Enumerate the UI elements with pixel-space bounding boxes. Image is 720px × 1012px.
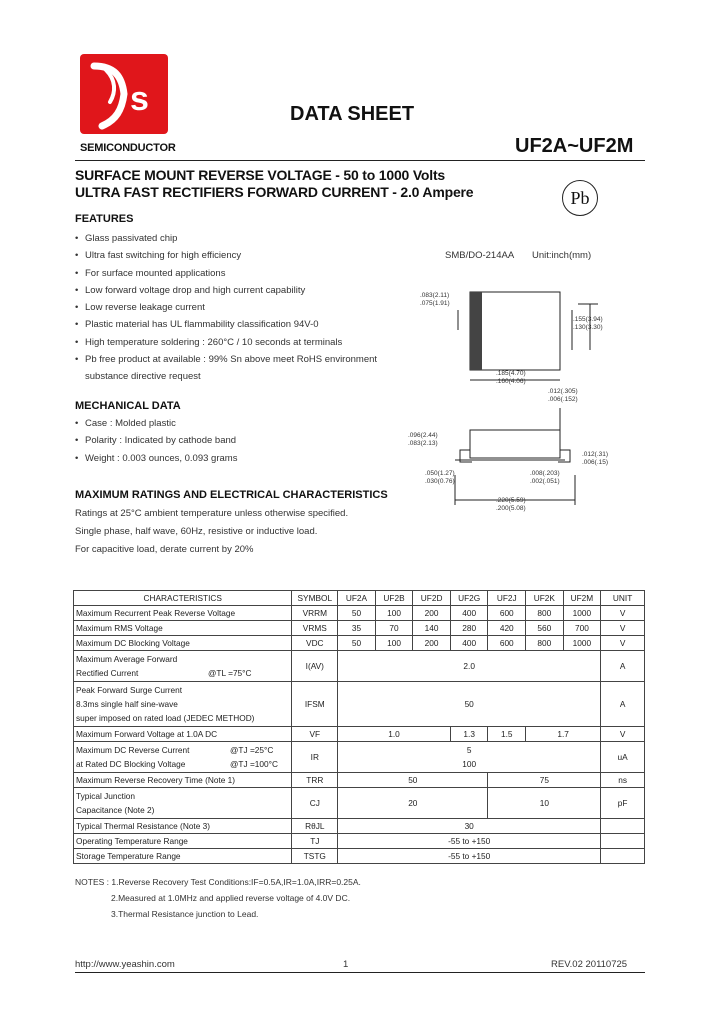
- symbol-cell: TSTG: [292, 849, 338, 864]
- value-cell: 600: [488, 606, 526, 621]
- value-cell: 30: [338, 819, 601, 834]
- table-row: [74, 621, 645, 636]
- value-cell: 100: [375, 636, 413, 651]
- list-item: • Case : Molded plastic: [75, 415, 375, 432]
- list-item: • Low reverse leakage current: [75, 299, 405, 316]
- symbol-cell: VDC: [292, 636, 338, 651]
- value-cell: 50: [338, 682, 601, 727]
- list-item: • Glass passivated chip: [75, 230, 405, 247]
- value-cell: 280: [450, 621, 488, 636]
- cell-line: [76, 666, 289, 680]
- characteristic-cell: Maximum DC Blocking Voltage: [74, 636, 292, 651]
- cell-line: 8.3ms single half sine-wave: [76, 699, 178, 709]
- dimension-label: .083(2.13): [408, 440, 438, 447]
- ys-logo-icon: [80, 54, 168, 134]
- characteristic-cell: Typical Thermal Resistance (Note 3): [74, 819, 292, 834]
- mechanical-list: [75, 415, 375, 467]
- dimension-label: .012(.305): [548, 388, 578, 395]
- unit-cell: V: [601, 727, 645, 742]
- dimension-label: .185(4.70): [496, 370, 526, 377]
- symbol-cell: VF: [292, 727, 338, 742]
- ratings-line: Single phase, half wave, 60Hz, resistive or inductive load.: [75, 526, 318, 537]
- table-row: [74, 636, 645, 651]
- footer-url[interactable]: http://www.yeashin.com: [75, 959, 175, 970]
- electrical-characteristics-table: [73, 590, 645, 864]
- cell-line: [76, 743, 289, 757]
- table-row: [74, 788, 645, 819]
- footer-divider: [75, 972, 645, 973]
- column-header: UNIT: [601, 591, 645, 606]
- value-cell: 200: [413, 636, 451, 651]
- notes-section: [75, 874, 361, 922]
- dimension-label: .075(1.91): [420, 300, 450, 307]
- note-line: 3.Thermal Resistance junction to Lead.: [111, 909, 259, 919]
- dimension-label: .006(.15): [582, 459, 609, 466]
- ratings-line: For capacitive load, derate current by 20%: [75, 544, 254, 555]
- dimension-label: .160(4.06): [496, 378, 526, 385]
- unit-cell: ns: [601, 773, 645, 788]
- value-cell: 50: [338, 636, 376, 651]
- dimension-label: .050(1.27): [425, 470, 455, 477]
- characteristic-cell: [74, 742, 292, 773]
- heading-line-1: SURFACE MOUNT REVERSE VOLTAGE - 50 to 1000 Volts: [75, 167, 446, 183]
- symbol-cell: I(AV): [292, 651, 338, 682]
- table-row: [74, 727, 645, 742]
- heading-line-2: ULTRA FAST RECTIFIERS FORWARD CURRENT - 2.0 Ampere: [75, 184, 474, 200]
- characteristic-cell: Maximum Recurrent Peak Reverse Voltage: [74, 606, 292, 621]
- value-cell: 140: [413, 621, 451, 636]
- unit-cell: [601, 819, 645, 834]
- cell-line: 100: [462, 759, 477, 769]
- column-header: UF2A: [338, 591, 376, 606]
- cell-line: 5: [466, 745, 472, 755]
- value-cell: 75: [488, 773, 601, 788]
- column-header: CHARACTERISTICS: [74, 591, 292, 606]
- value-cell: 1.5: [488, 727, 526, 742]
- value-cell: 50: [338, 606, 376, 621]
- value-cell: 70: [375, 621, 413, 636]
- dimension-label: .030(0.76): [425, 478, 455, 485]
- value-cell: 200: [413, 606, 451, 621]
- symbol-cell: VRMS: [292, 621, 338, 636]
- dimension-label: .220(5.59): [496, 497, 526, 504]
- unit-label: Unit:inch(mm): [532, 250, 592, 261]
- column-header: UF2K: [526, 591, 564, 606]
- ratings-notes: [75, 505, 348, 559]
- cell-line: Maximum Average Forward: [76, 654, 178, 664]
- characteristic-cell: [74, 682, 292, 727]
- part-number-range: UF2A~UF2M: [515, 135, 634, 157]
- unit-cell: uA: [601, 742, 645, 773]
- dimension-label: .200(5.08): [496, 505, 526, 512]
- value-cell: 2.0: [338, 651, 601, 682]
- value-cell: [338, 742, 601, 773]
- value-cell: 1000: [563, 606, 601, 621]
- package-label: SMB/DO-214AA: [445, 250, 515, 261]
- dimension-label: .155(3.94): [573, 316, 603, 323]
- table-header-row: [74, 591, 645, 606]
- table-row: [74, 773, 645, 788]
- cell-line: Peak Forward Surge Current: [76, 685, 183, 695]
- list-item: • Polarity : Indicated by cathode band: [75, 432, 375, 449]
- column-header: UF2B: [375, 591, 413, 606]
- note-line: NOTES : 1.Reverse Recovery Test Conditions:IF=0.5A,IR=1.0A,IRR=0.25A.: [75, 877, 361, 887]
- characteristic-cell: [74, 788, 292, 819]
- cell-line: Capacitance (Note 2): [76, 805, 155, 815]
- value-cell: 700: [563, 621, 601, 636]
- dimension-label: .096(2.44): [408, 432, 438, 439]
- table-row: [74, 742, 645, 773]
- features-list: [75, 230, 405, 368]
- dimension-label: .006(.152): [548, 396, 578, 403]
- cell-line: Typical Junction: [76, 791, 136, 801]
- symbol-cell: TRR: [292, 773, 338, 788]
- characteristic-cell: Maximum RMS Voltage: [74, 621, 292, 636]
- characteristic-cell: Maximum Reverse Recovery Time (Note 1): [74, 773, 292, 788]
- value-cell: 1.7: [526, 727, 601, 742]
- value-cell: 800: [526, 606, 564, 621]
- ratings-title: MAXIMUM RATINGS AND ELECTRICAL CHARACTERISTICS: [75, 489, 388, 501]
- table-row: [74, 849, 645, 864]
- condition-text: @TJ =25°C: [230, 745, 274, 755]
- value-cell: 10: [488, 788, 601, 819]
- characteristic-cell: Maximum Forward Voltage at 1.0A DC: [74, 727, 292, 742]
- condition-text: @TL =75°C: [208, 668, 252, 678]
- condition-text: @TJ =100°C: [230, 759, 278, 769]
- symbol-cell: TJ: [292, 834, 338, 849]
- dimension-label: .008(.203): [530, 470, 560, 477]
- list-item: • Ultra fast switching for high efficiency: [75, 247, 405, 264]
- document-title: DATA SHEET: [290, 103, 415, 125]
- list-item: • Low forward voltage drop and high current capability: [75, 282, 405, 299]
- value-cell: 20: [338, 788, 488, 819]
- feature-continuation: substance directive request: [85, 371, 201, 382]
- unit-cell: pF: [601, 788, 645, 819]
- cell-text: at Rated DC Blocking Voltage: [76, 759, 186, 769]
- dimension-label: .130(3.30): [573, 324, 603, 331]
- value-cell: 560: [526, 621, 564, 636]
- table-row: [74, 651, 645, 682]
- note-line: 2.Measured at 1.0MHz and applied reverse voltage of 4.0V DC.: [111, 893, 351, 903]
- table-row: [74, 834, 645, 849]
- unit-cell: [601, 849, 645, 864]
- unit-cell: V: [601, 621, 645, 636]
- value-cell: 35: [338, 621, 376, 636]
- header-divider: [75, 160, 645, 161]
- svg-text:s: s: [130, 80, 149, 118]
- symbol-cell: CJ: [292, 788, 338, 819]
- unit-cell: V: [601, 636, 645, 651]
- value-cell: 50: [338, 773, 488, 788]
- company-name: SEMICONDUCTOR: [80, 142, 176, 154]
- table-row: [74, 682, 645, 727]
- value-cell: 400: [450, 636, 488, 651]
- revision-label: REV.02 20110725: [551, 959, 628, 970]
- symbol-cell: IFSM: [292, 682, 338, 727]
- value-cell: 1.3: [450, 727, 488, 742]
- column-header: UF2J: [488, 591, 526, 606]
- value-cell: 400: [450, 606, 488, 621]
- value-cell: 800: [526, 636, 564, 651]
- list-item: • For surface mounted applications: [75, 265, 405, 282]
- list-item: • High temperature soldering : 260°C / 10 seconds at terminals: [75, 334, 405, 351]
- unit-cell: A: [601, 682, 645, 727]
- value-cell: 1.0: [338, 727, 451, 742]
- symbol-cell: RθJL: [292, 819, 338, 834]
- ratings-line: Ratings at 25°C ambient temperature unless otherwise specified.: [75, 508, 349, 519]
- characteristic-cell: Operating Temperature Range: [74, 834, 292, 849]
- value-cell: 1000: [563, 636, 601, 651]
- value-cell: -55 to +150: [338, 849, 601, 864]
- value-cell: 100: [375, 606, 413, 621]
- dimension-label: .012(.31): [582, 451, 609, 458]
- page-number: 1: [343, 959, 349, 970]
- lead-free-icon: [562, 180, 598, 216]
- cell-line: [76, 757, 289, 771]
- column-header: UF2D: [413, 591, 451, 606]
- cell-text: Maximum DC Reverse Current: [76, 745, 190, 755]
- characteristic-cell: [74, 651, 292, 682]
- cell-text: Rectified Current: [76, 668, 139, 678]
- column-header: UF2G: [450, 591, 488, 606]
- features-title: FEATURES: [75, 213, 134, 225]
- cell-line: super imposed on rated load (JEDEC METHOD): [76, 713, 255, 723]
- unit-cell: V: [601, 606, 645, 621]
- table-row: [74, 606, 645, 621]
- value-cell: 420: [488, 621, 526, 636]
- mechanical-title: MECHANICAL DATA: [75, 400, 181, 412]
- company-logo: [80, 54, 168, 134]
- column-header: UF2M: [563, 591, 601, 606]
- list-item: • Weight : 0.003 ounces, 0.093 grams: [75, 450, 375, 467]
- column-header: SYMBOL: [292, 591, 338, 606]
- list-item: • Pb free product at available : 99% Sn above meet RoHS environment: [75, 351, 405, 368]
- unit-cell: [601, 834, 645, 849]
- value-cell: 600: [488, 636, 526, 651]
- dimension-label: .083(2.11): [420, 292, 450, 299]
- unit-cell: A: [601, 651, 645, 682]
- value-cell: -55 to +150: [338, 834, 601, 849]
- lead-free-label: Pb: [570, 188, 590, 208]
- symbol-cell: VRRM: [292, 606, 338, 621]
- list-item: • Plastic material has UL flammability classification 94V-0: [75, 316, 405, 333]
- characteristic-cell: Storage Temperature Range: [74, 849, 292, 864]
- dimension-label: .002(.051): [530, 478, 560, 485]
- symbol-cell: IR: [292, 742, 338, 773]
- table-row: [74, 819, 645, 834]
